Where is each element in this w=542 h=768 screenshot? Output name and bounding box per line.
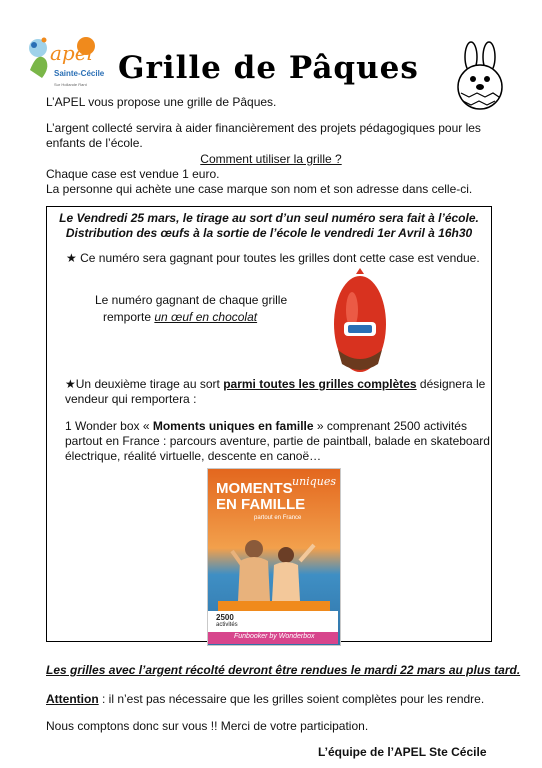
gift-subtitle: partout en France [254, 515, 302, 521]
prize-line-2: remporte un œuf en chocolat [103, 310, 258, 324]
gift-brand: Funbooker by Wonderbox [234, 633, 315, 640]
gift-title-1: MOMENTS [216, 480, 293, 497]
gift-count: 2500 [216, 613, 234, 622]
svg-text:apel: apel [50, 41, 93, 65]
gift-title-script: uniques [292, 475, 336, 488]
star-icon: ★ [66, 251, 77, 265]
svg-text:Sur Hollande Rant: Sur Hollande Rant [54, 82, 87, 87]
gift-title-2: EN FAMILLE [216, 496, 306, 513]
wonderbox-gift-image [207, 468, 341, 646]
second-draw-line: ★Un deuxième tirage au sort parmi toutes les grilles complètes désignera le [65, 377, 486, 391]
page-title: Grille de Pâques [118, 50, 419, 86]
wonder-line-1: 1 Wonder box « Moments uniques en famille » comprenant 2500 activités [65, 419, 467, 433]
gift-count-label: activités [216, 622, 238, 628]
attention-line: Attention : il n’est pas nécessaire que les grilles soient complètes pour les rendre. [46, 692, 485, 706]
distribution-line: Distribution des œufs à la sortie de l’école le vendredi 1er Avril à 16h30 [65, 226, 473, 240]
return-deadline: Les grilles avec l’argent récolté devront être rendues le mardi 22 mars au plus tard. [46, 663, 521, 677]
star-icon: ★ [65, 377, 76, 391]
chocolate-egg-image [330, 264, 390, 378]
svg-text:Sainte-Cécile: Sainte-Cécile [54, 69, 104, 78]
howto-heading: Comment utiliser la grille ? [200, 152, 342, 166]
draw-date-line: Le Vendredi 25 mars, le tirage au sort d’un seul numéro sera fait à l’école. [59, 211, 479, 225]
signature: L’équipe de l’APEL Ste Cécile [318, 745, 487, 759]
wonder-line-2: partout en France : parcours aventure, partie de paintball, balade en skateboard [65, 434, 490, 448]
second-draw-line-2: vendeur qui remportera : [65, 392, 197, 406]
howto-line-2: La personne qui achète une case marque son nom et son adresse dans celle-ci. [46, 182, 473, 196]
intro-line: L’APEL vous propose une grille de Pâques. [46, 95, 277, 109]
prize-line-1: Le numéro gagnant de chaque grille [95, 293, 288, 307]
intro-money-line: L’argent collecté servira à aider financièrement des projets pédagogiques pour les [46, 121, 481, 135]
wonder-line-3: électrique, réalité virtuelle, descente en canoë… [65, 449, 322, 463]
easter-bunny-icon [449, 41, 511, 111]
intro-money-line-2: enfants de l’école. [46, 136, 143, 150]
thanks-line: Nous comptons donc sur vous !! Merci de votre participation. [46, 719, 369, 733]
howto-line-1: Chaque case est vendue 1 euro. [46, 167, 220, 181]
family-photo [218, 531, 330, 611]
star-line-1: ★ Ce numéro sera gagnant pour toutes les grilles dont cette case est vendue. [66, 251, 480, 265]
apel-logo [24, 30, 104, 90]
